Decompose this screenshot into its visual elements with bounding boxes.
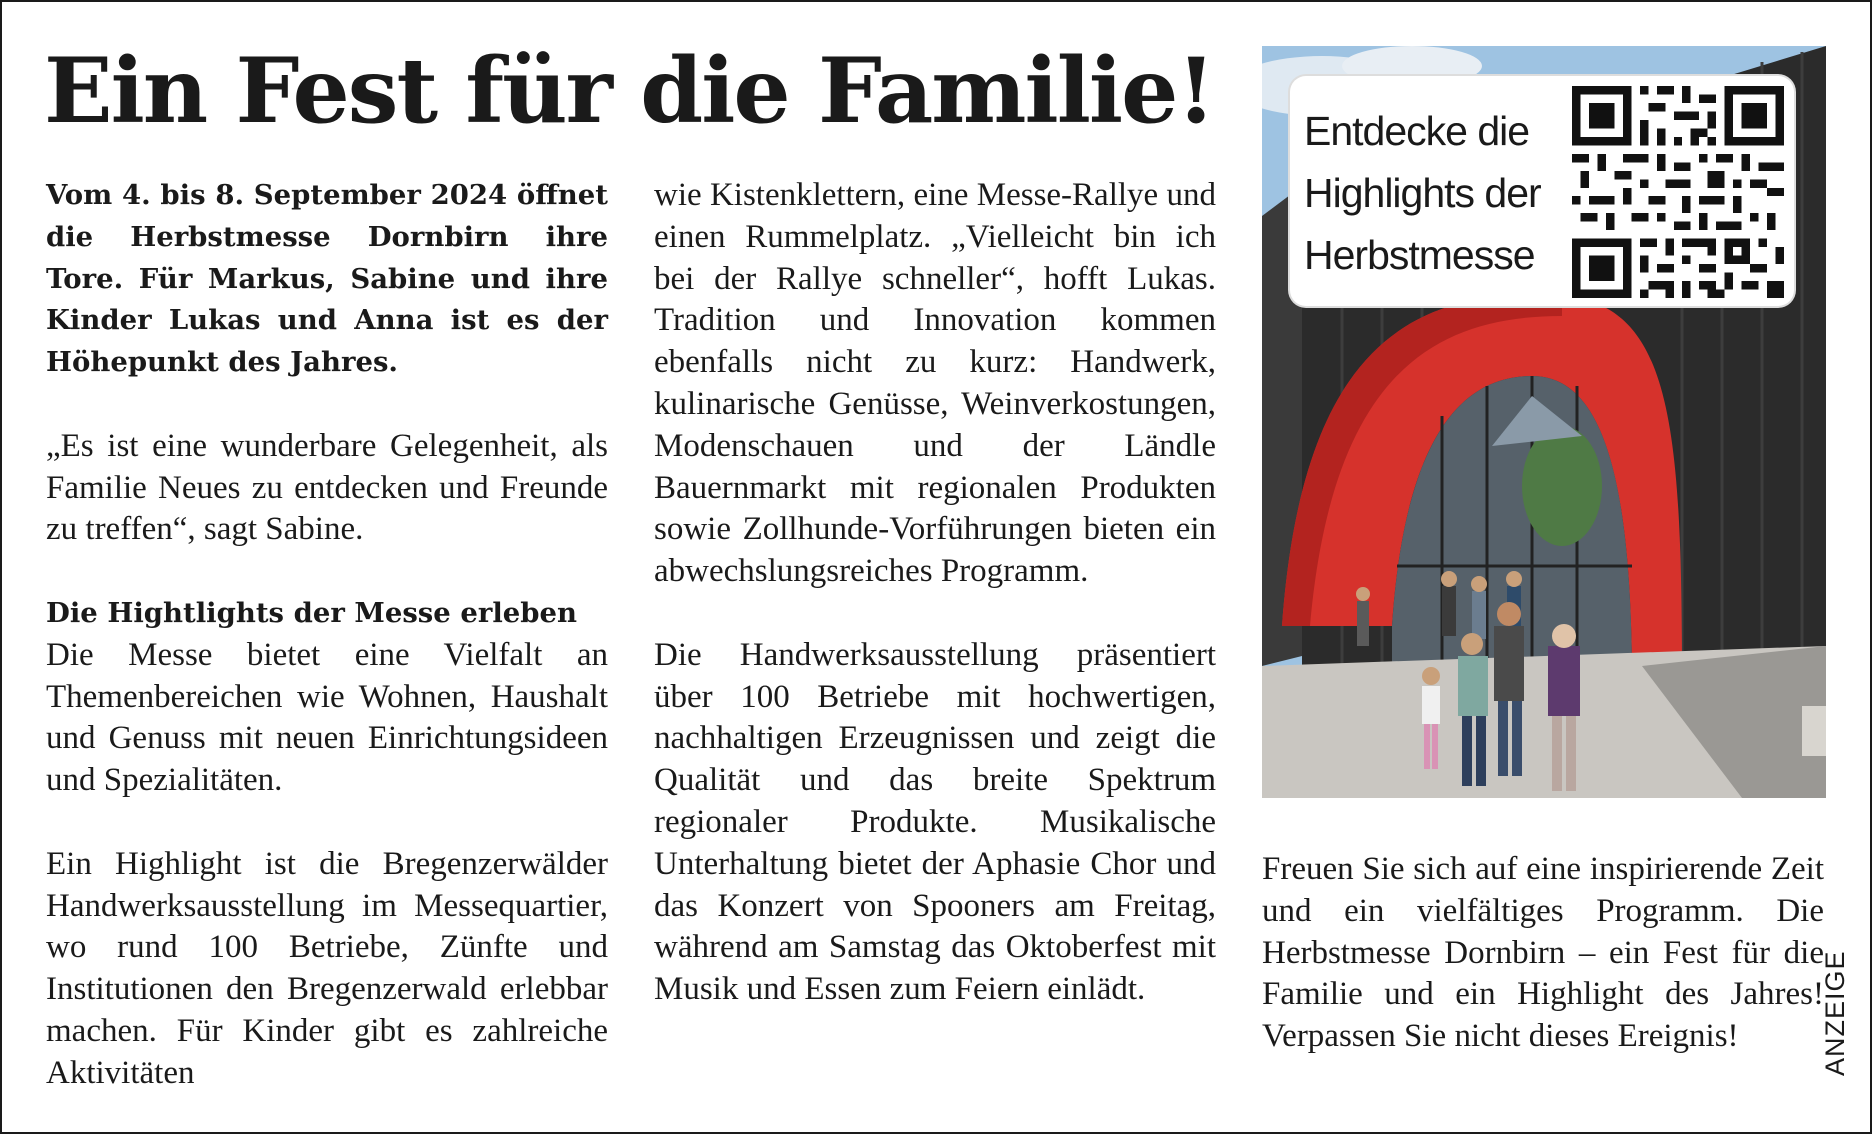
body-paragraph: wie Kistenklettern, eine Messe-Rallye und einen Rummelplatz. „Vielleicht bin ich bei der Rallye schneller“, hofft Lukas. Tradition und Innovation kommen ebenfalls nicht zu kurz: Handwerk, kulinarische Genüsse, Weinverkostungen, Modenschauen und der Ländle Bauernmarkt mit regionalen Produkten sowie Zollhunde-Vorführungen bieten ein abwechslungsreiches Programm.: [654, 177, 1216, 590]
body-paragraph: Die Messe bietet eine Vielfalt an Themenbereichen wie Wohnen, Haushalt und Genuss mit neuen Einrichtungsideen und Spezialitäten.: [46, 636, 608, 799]
qr-callout-line: Highlights der: [1304, 170, 1541, 216]
body-paragraph: Ein Highlight ist die Bregenzerwälder Handwerksausstellung im Messequartier, wo rund 100 Betriebe, Zünfte und Institutionen den Bregenzerwald erlebbar machen. Für Kinder gibt es zahlreiche Aktivitäten: [46, 845, 608, 1091]
article-column-2: [654, 175, 1216, 1011]
qr-callout-text: [1304, 100, 1574, 286]
body-paragraph: Freuen Sie sich auf eine inspirierende Zeit und ein vielfältiges Programm. Die Herbstmesse Dornbirn – ein Fest für die Familie und ein Highlight des Jahres! Verpassen Sie nicht dieses Ereignis!: [1262, 851, 1824, 1055]
quote-paragraph: „Es ist eine wunderbare Gelegenheit, als Familie Neues zu entdecken und Freunde zu treffen“, sagt Sabine.: [46, 427, 608, 548]
lead-paragraph: Vom 4. bis 8. September 2024 öffnet die Herbstmesse Dornbirn ihre Tore. Für Markus, Sabine und ihre Kinder Lukas und Anna ist es der Höhepunkt des Jahres.: [46, 179, 608, 379]
section-subheading: Die Hightlights der Messe erleben: [46, 596, 577, 629]
qr-callout-line: Entdecke die: [1304, 108, 1530, 154]
advertisement-label: ANZEIGE: [1820, 950, 1850, 1076]
headline: Ein Fest für die Familie!: [44, 38, 1214, 144]
article-column-1: [46, 175, 608, 1095]
qr-callout-line: Herbstmesse: [1304, 232, 1535, 278]
article-column-3: [1262, 849, 1824, 1058]
body-paragraph: Die Handwerksausstellung präsentiert über 100 Betriebe mit hochwertigen, nachhaltigen Erzeugnissen und zeigt die Qualität und das breite Spektrum regionaler Produkte. Musikalische Unterhaltung bietet der Aphasie Chor und das Konzert von Spooners am Freitag, während am Samstag das Oktoberfest mit Musik und Essen zum Feiern einlädt.: [654, 636, 1216, 1008]
qr-code[interactable]: [1572, 86, 1784, 298]
